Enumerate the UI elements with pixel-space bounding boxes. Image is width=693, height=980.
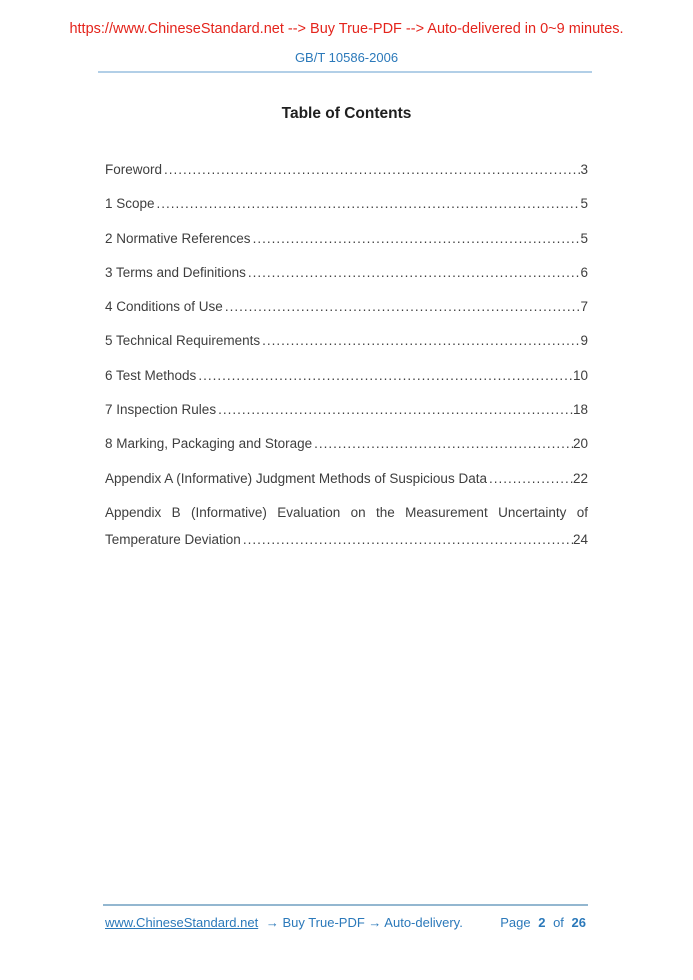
toc-entry-terms-definitions[interactable] (105, 256, 588, 290)
toc-entry-label-line2: Temperature Deviation (105, 531, 241, 547)
toc-entry-normative-references[interactable] (105, 222, 588, 256)
toc-entry-marking-packaging-storage[interactable] (105, 427, 588, 461)
toc-entry-page: 18 (572, 402, 588, 418)
footer-left (105, 914, 463, 932)
standard-number: GB/T 10586-2006 (294, 50, 399, 65)
toc-dot-leader (218, 393, 573, 427)
toc-entry-page: 5 (580, 230, 588, 246)
purchase-banner-link[interactable]: https://www.ChineseStandard.net --> Buy True-PDF --> Auto-delivered in 0~9 minutes. (69, 21, 624, 37)
of-word: of (553, 915, 564, 930)
toc-entry-conditions-of-use[interactable] (105, 290, 588, 324)
toc-entry-page: 22 (572, 470, 588, 486)
footer-tagline: → Buy True-PDF → Auto-delivery. (265, 915, 463, 930)
toc-entry-label-line1: Appendix B (Informative) Evaluation on the Measurement Uncertainty of (105, 504, 588, 520)
toc-entry-page: 6 (580, 264, 588, 280)
toc-dot-leader (198, 359, 573, 393)
toc-entry-technical-requirements[interactable] (105, 324, 588, 358)
toc-entry-label: Appendix A (Informative) Judgment Methods of Suspicious Data (105, 470, 487, 486)
footer-site-link[interactable]: www.ChineseStandard.net (105, 915, 259, 930)
toc-entry-label: 4 Conditions of Use (105, 299, 223, 315)
toc-dot-leader (253, 222, 581, 256)
toc-entry-page: 10 (572, 367, 588, 383)
toc-entry-scope[interactable] (105, 187, 588, 221)
toc-entry-foreword[interactable] (105, 153, 588, 187)
toc-entry-page: 24 (572, 531, 588, 547)
page-footer (105, 914, 588, 932)
toc-entry-inspection-rules[interactable] (105, 393, 588, 427)
toc-dot-leader (243, 526, 573, 553)
toc-entry-label: 7 Inspection Rules (105, 402, 217, 418)
toc-entry-page: 5 (580, 196, 588, 212)
page-title: Table of Contents (281, 105, 412, 122)
toc-entry-page: 7 (580, 299, 588, 315)
toc-dot-leader (225, 290, 581, 324)
toc-dot-leader (164, 153, 580, 187)
toc-dot-leader (314, 427, 573, 461)
toc-entry-label: 6 Test Methods (105, 367, 197, 383)
toc-dot-leader (489, 462, 573, 496)
toc-entry-page: 20 (572, 436, 588, 452)
toc-entry-page: 3 (580, 162, 588, 177)
toc-entry-label: 3 Terms and Definitions (105, 264, 246, 280)
toc-entry-label: 1 Scope (105, 196, 155, 212)
toc-dot-leader (262, 324, 580, 358)
current-page-number: 2 (538, 915, 546, 930)
page-indicator (498, 914, 588, 932)
toc-entry-appendix-b[interactable] (105, 496, 588, 553)
table-of-contents (105, 153, 588, 553)
toc-entry-page: 9 (580, 333, 588, 349)
toc-dot-leader (157, 187, 581, 221)
page-word: Page (500, 915, 531, 930)
footer-divider (103, 904, 588, 906)
toc-entry-label: 8 Marking, Packaging and Storage (105, 436, 313, 452)
toc-entry-appendix-a[interactable] (105, 462, 588, 496)
toc-dot-leader (248, 256, 581, 290)
toc-entry-test-methods[interactable] (105, 359, 588, 393)
header-divider (98, 71, 592, 73)
total-page-number: 26 (571, 915, 586, 930)
toc-entry-label: 5 Technical Requirements (105, 333, 261, 349)
toc-entry-label: Foreword (105, 162, 163, 177)
toc-entry-label: 2 Normative References (105, 230, 251, 246)
